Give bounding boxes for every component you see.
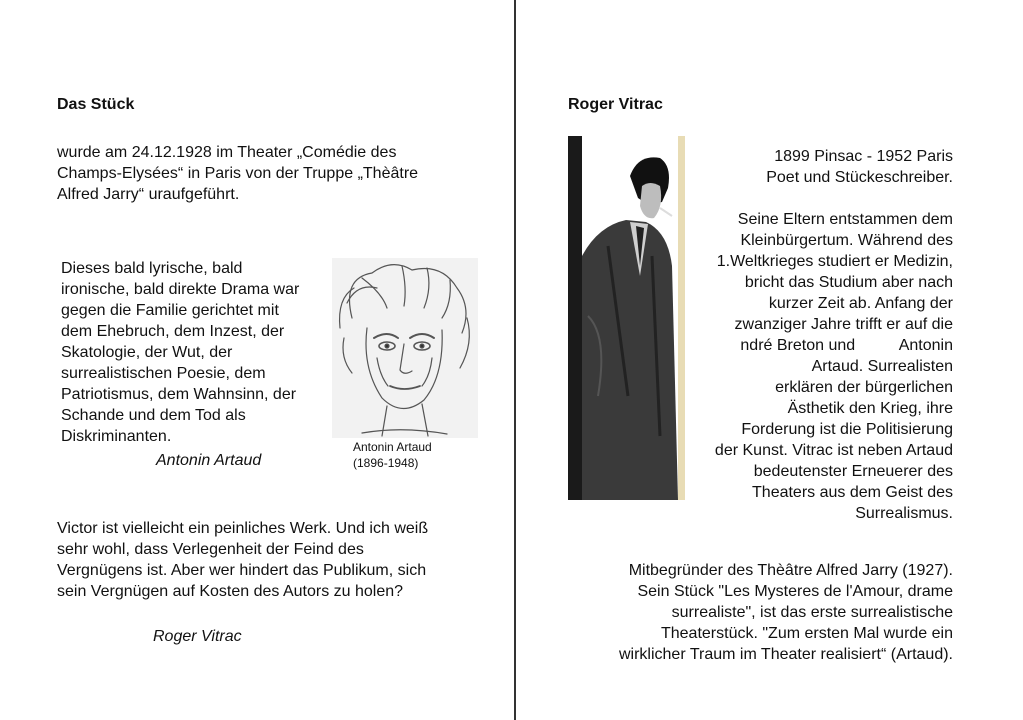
bio-line: ndré Breton und Antonin: [740, 337, 953, 354]
quote-line: dem Ehebruch, dem Inzest, der: [61, 323, 285, 340]
bio-line: Ästhetik den Krieg, ihre: [787, 400, 953, 417]
bio2-line: Theaterstück. "Zum ersten Mal wurde ein: [660, 625, 953, 642]
bio-line: bricht das Studium aber nach: [744, 274, 953, 291]
quote-line: Patriotismus, dem Wahnsinn, der: [61, 386, 297, 403]
bio2-line: wirklicher Traum im Theater realisiert“ (Artaud).: [618, 646, 953, 663]
left-heading: Das Stück: [57, 96, 135, 113]
bio-line: 1.Weltkrieges studiert er Medizin,: [716, 253, 953, 270]
right-heading: Roger Vitrac: [568, 96, 663, 113]
quote-line: Diskriminanten.: [61, 428, 172, 445]
bio-line: kurzer Zeit ab. Anfang der: [768, 295, 953, 312]
intro-line: Champs-Elysées“ in Paris von der Truppe „Thèâtre: [57, 165, 419, 182]
quote-line: gegen die Familie gerichtet mit: [61, 302, 279, 319]
artaud-portrait-sketch: [332, 258, 478, 438]
vitrac-quote-line: Vergnügens ist. Aber wer hindert das Publikum, sich: [57, 562, 427, 579]
bio-line: Kleinbürgertum. Während des: [740, 232, 953, 249]
intro-line: Alfred Jarry“ uraufgeführt.: [57, 186, 240, 203]
bio-line: [653, 188, 953, 209]
quote-line: ironische, bald direkte Drama war: [61, 281, 300, 298]
bio2-line: Sein Stück "Les Mysteres de l'Amour, drame: [637, 583, 953, 600]
vitrac-bio-continued: [553, 560, 953, 665]
vitrac-quote: [57, 518, 428, 602]
bio-line: 1899 Pinsac - 1952 Paris: [774, 148, 953, 165]
bio-line: zwanziger Jahre trifft er auf die: [734, 316, 953, 333]
bio-line: Seine Eltern entstammen dem: [737, 211, 953, 228]
portrait-caption-years: (1896-1948): [353, 456, 419, 470]
bio-line: Artaud. Surrealisten: [811, 358, 953, 375]
quote-line: surrealistischen Poesie, dem: [61, 365, 266, 382]
vitrac-quote-line: Victor ist vielleicht ein peinliches Werk. Und ich weiß: [57, 520, 429, 537]
bio-line: Surrealismus.: [855, 505, 953, 522]
bio-line: Forderung ist die Politisierung: [741, 421, 953, 438]
vitrac-quote-author: Roger Vitrac: [153, 628, 242, 645]
bio-line: Poet und Stückeschreiber.: [766, 169, 953, 186]
bio-line: Theaters aus dem Geist des: [752, 484, 953, 501]
portrait-caption-name: Antonin Artaud: [353, 440, 432, 454]
vitrac-quote-line: sein Vergnügen auf Kosten des Autors zu holen?: [57, 583, 404, 600]
bio2-line: Mitbegründer des Thèâtre Alfred Jarry (1927).: [628, 562, 953, 579]
quote-line: Dieses bald lyrische, bald: [61, 260, 243, 277]
quote-line: Skatologie, der Wut, der: [61, 344, 233, 361]
artaud-quote-author: Antonin Artaud: [156, 452, 262, 469]
bio-line: erklären der bürgerlichen: [775, 379, 953, 396]
bio-line: der Kunst. Vitrac ist neben Artaud: [714, 442, 953, 459]
vitrac-quote-line: sehr wohl, dass Verlegenheit der Feind des: [57, 541, 364, 558]
intro-line: wurde am 24.12.1928 im Theater „Comédie des: [57, 144, 397, 161]
intro-paragraph: [57, 142, 418, 205]
bio2-line: surrealiste", ist das erste surrealistische: [671, 604, 953, 621]
artaud-quote: [61, 258, 299, 447]
vitrac-bio: [653, 146, 953, 524]
page-divider: [514, 0, 516, 720]
bio-line: bedeutenster Erneuerer des: [753, 463, 953, 480]
portrait-caption: [353, 439, 432, 471]
quote-line: Schande und dem Tod als: [61, 407, 246, 424]
